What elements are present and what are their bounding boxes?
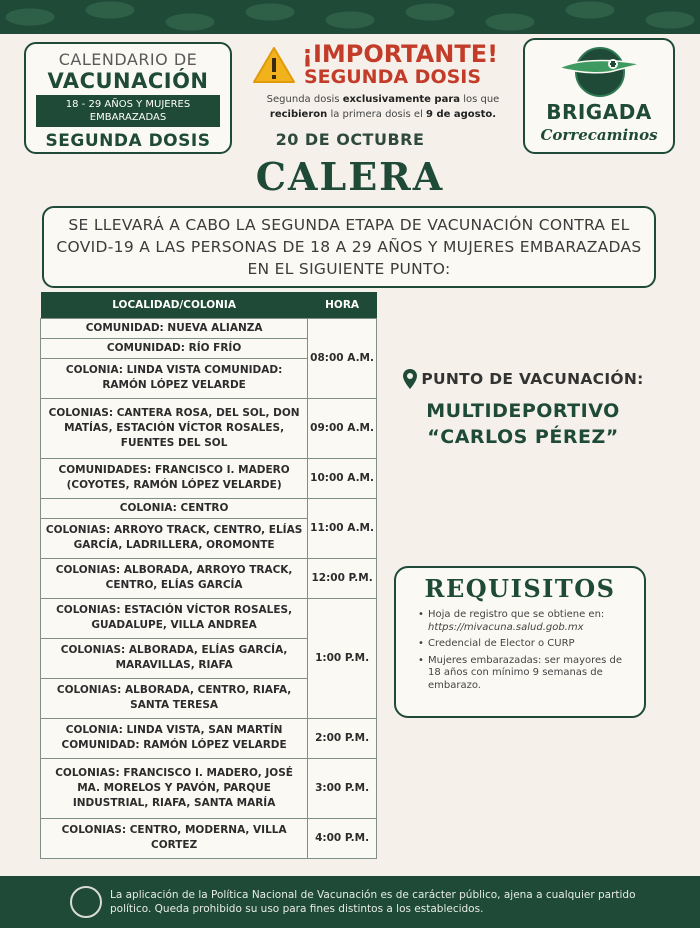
vaccination-point-header	[388, 368, 658, 390]
vaccination-point-label: PUNTO DE VACUNACIÓN:	[421, 370, 644, 388]
location-cell: COLONIAS: CENTRO, MODERNA, VILLA CORTEZ	[41, 818, 308, 858]
requirements-title: REQUISITOS	[424, 574, 616, 603]
location-cell: COLONIA: LINDA VISTA COMUNIDAD: RAMÓN LÓPEZ VELARDE	[41, 358, 308, 398]
header-hora: HORA	[308, 292, 377, 318]
hour-cell: 10:00 A.M.	[308, 458, 377, 498]
important-subtitle: SEGUNDA DOSIS	[304, 66, 482, 88]
hour-cell: 4:00 P.M.	[308, 818, 377, 858]
header-localidad: LOCALIDAD/COLONIA	[41, 292, 308, 318]
city-title: CALERA	[255, 154, 445, 199]
location-cell: COLONIAS: ESTACIÓN VÍCTOR ROSALES, GUADALUPE, VILLA ANDREA	[41, 598, 308, 638]
important-notice	[250, 40, 516, 130]
location-pin-icon	[402, 368, 418, 390]
requirements-box	[394, 566, 646, 718]
list-item: • Credencial de Elector o CURP	[418, 638, 628, 651]
hour-cell: 1:00 P.M.	[308, 598, 377, 718]
table-row	[41, 398, 377, 458]
location-cell: COLONIAS: ARROYO TRACK, CENTRO, ELÍAS GARCÍA, LADRILLERA, OROMONTE	[41, 518, 308, 558]
event-date: 20 DE OCTUBRE	[275, 130, 425, 149]
venue-name-line1: MULTIDEPORTIVO	[426, 400, 620, 422]
table-row	[41, 818, 377, 858]
calendar-title: CALENDARIO DE	[58, 50, 198, 69]
footer-band	[0, 876, 700, 928]
table-row	[41, 718, 377, 758]
hour-cell: 2:00 P.M.	[308, 718, 377, 758]
table-row	[41, 758, 377, 818]
brigada-name: BRIGADA	[546, 100, 652, 124]
list-item: • Mujeres embarazadas: ser mayores de 18 años con mínimo 9 semanas de embarazo.	[418, 655, 628, 693]
table-row	[41, 318, 377, 338]
registration-link[interactable]: https://mivacuna.salud.gob.mx	[428, 621, 584, 633]
hour-cell: 3:00 P.M.	[308, 758, 377, 818]
footer-disclaimer: La aplicación de la Política Nacional de Vacunación es de carácter público, ajena a cualquier partido político. Queda prohibido su uso para fines distintos a los establecidos.	[110, 889, 636, 915]
location-cell: COLONIA: LINDA VISTA, SAN MARTÍN COMUNIDAD: RAMÓN LÓPEZ VELARDE	[41, 718, 308, 758]
announcement-box	[42, 206, 656, 288]
warning-icon	[252, 46, 296, 84]
schedule-table	[40, 292, 377, 859]
location-cell: COLONIAS: ALBORADA, CENTRO, RIAFA, SANTA TERESA	[41, 678, 308, 718]
location-cell: COLONIA: CENTRO	[41, 498, 308, 518]
calendar-segunda-dosis: SEGUNDA DOSIS	[45, 131, 211, 151]
table-row	[41, 598, 377, 638]
location-cell: COMUNIDAD: RÍO FRÍO	[41, 338, 308, 358]
location-cell: COLONIAS: ALBORADA, ARROYO TRACK, CENTRO, ELÍAS GARCÍA	[41, 558, 308, 598]
list-item: • Hoja de registro que se obtiene en: https://mivacuna.salud.gob.mx	[418, 609, 628, 634]
requirements-list	[418, 609, 628, 692]
top-decorative-band	[0, 0, 700, 34]
table-row	[41, 458, 377, 498]
roadrunner-logo-icon	[555, 46, 645, 98]
hour-cell: 08:00 A.M.	[308, 318, 377, 398]
hour-cell: 09:00 A.M.	[308, 398, 377, 458]
venue-name-line2: “CARLOS PÉREZ”	[427, 426, 619, 448]
location-cell: COLONIAS: CANTERA ROSA, DEL SOL, DON MATÍAS, ESTACIÓN VÍCTOR ROSALES, FUENTES DEL SOL	[41, 398, 308, 458]
brigada-subtitle: Correcaminos	[540, 126, 658, 144]
hour-cell: 11:00 A.M.	[308, 498, 377, 558]
table-row	[41, 558, 377, 598]
table-row	[41, 498, 377, 518]
calendar-vacunacion: VACUNACIÓN	[47, 69, 209, 93]
location-cell: COLONIAS: FRANCISCO I. MADERO, JOSÉ MA. MORELOS Y PAVÓN, PARQUE INDUSTRIAL, RIAFA, SANTA MARÍA	[41, 758, 308, 818]
table-header-row	[41, 292, 377, 318]
government-seal-icon	[70, 886, 102, 918]
calendar-age-band: 18 - 29 AÑOS Y MUJERES EMBARAZADAS	[36, 95, 220, 127]
vaccination-point-name	[388, 398, 658, 450]
location-cell: COMUNIDAD: NUEVA ALIANZA	[41, 318, 308, 338]
location-cell: COMUNIDADES: FRANCISCO I. MADERO (COYOTES, RAMÓN LÓPEZ VELARDE)	[41, 458, 308, 498]
announcement-text: SE LLEVARÁ A CABO LA SEGUNDA ETAPA DE VACUNACIÓN CONTRA EL COVID-19 A LAS PERSONAS DE 18 A 29 AÑOS Y MUJERES EMBARAZADAS EN EL SIGUIENTE PUNTO:	[56, 216, 642, 278]
important-text: Segunda dosis exclusivamente para los que recibieron la primera dosis el 9 de agosto.	[266, 94, 500, 120]
important-title: ¡IMPORTANTE!	[302, 40, 499, 68]
location-cell: COLONIAS: ALBORADA, ELÍAS GARCÍA, MARAVILLAS, RIAFA	[41, 638, 308, 678]
vaccination-point	[388, 368, 658, 450]
hour-cell: 12:00 P.M.	[308, 558, 377, 598]
